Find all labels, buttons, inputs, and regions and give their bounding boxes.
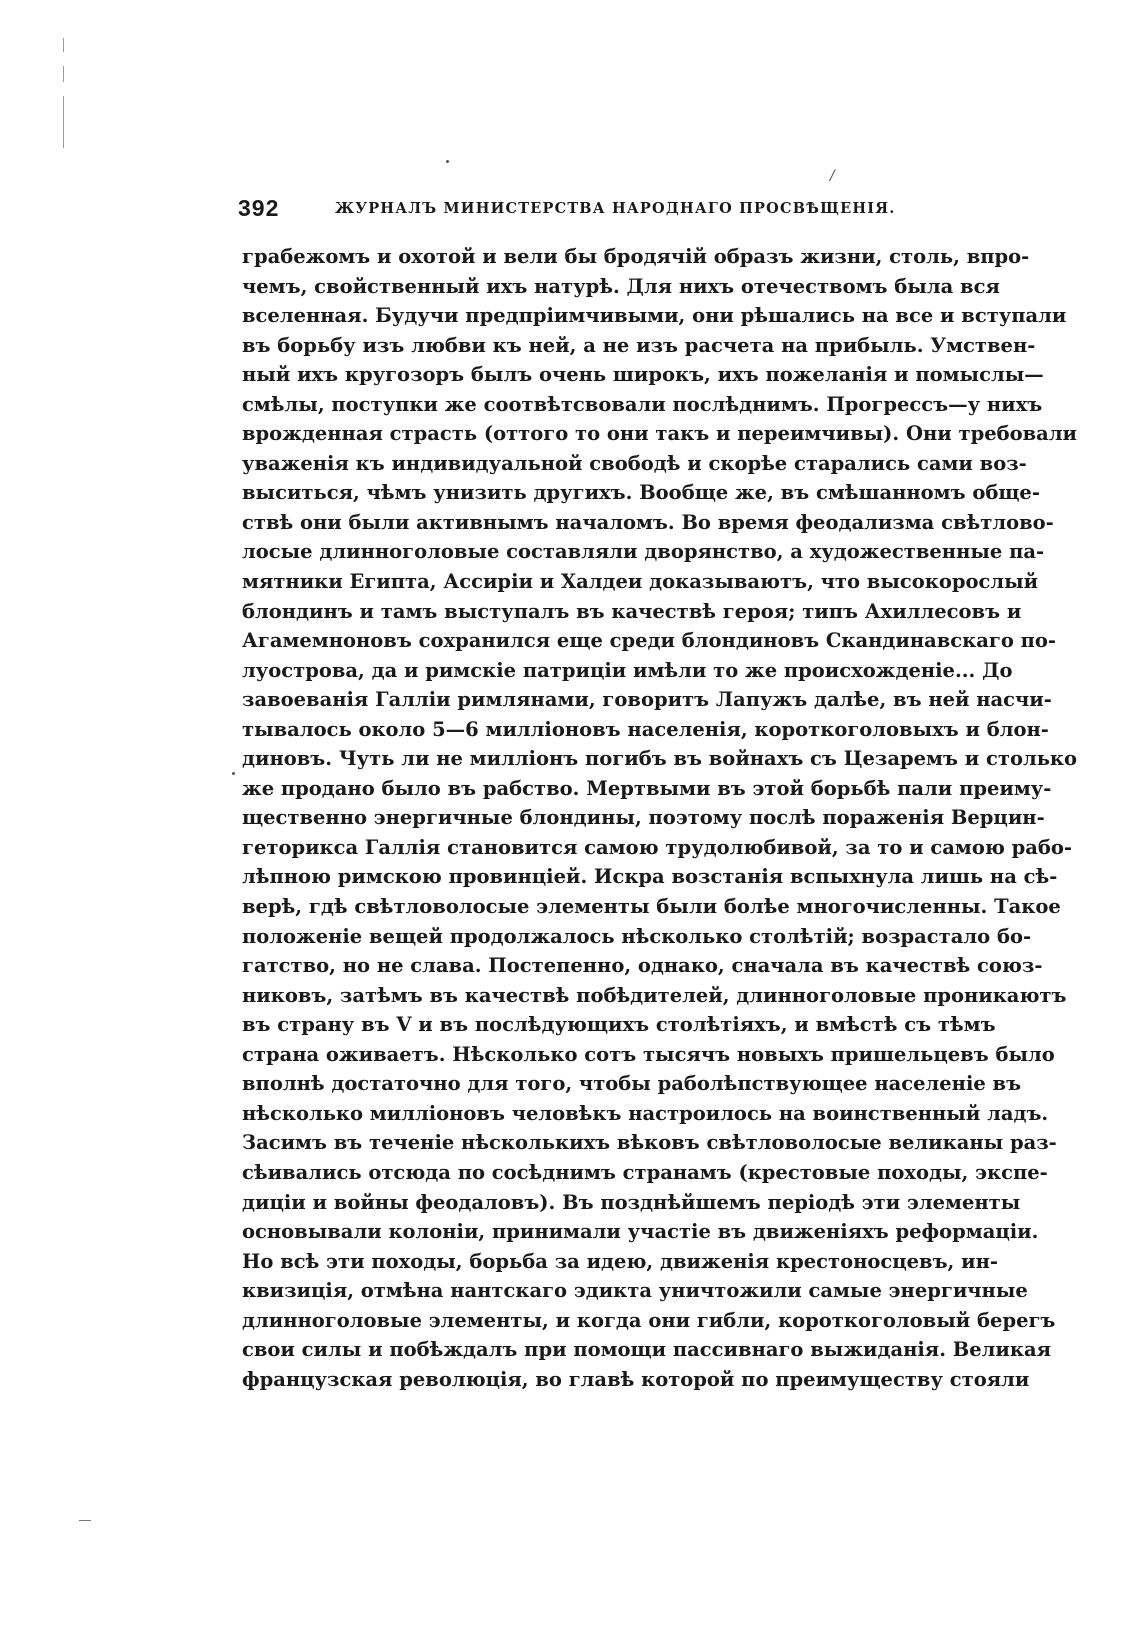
text-line: лѣпною римскою провинціей. Искра возстанія вспыхнула лишь на сѣ- [242,865,1058,889]
text-line: ствѣ они были активнымъ началомъ. Во время феодализма свѣтлово- [242,510,1054,534]
text-line: завоеванія Галліи римлянами, говоритъ Лапужъ далѣе, въ ней насчи- [242,688,1052,712]
scan-speck [446,160,449,163]
text-line: вполнѣ достаточно для того, чтобы раболѣпствующее населеніе въ [242,1072,1022,1096]
text-line: щественно энергичные блондины, поэтому послѣ пораженія Верцин- [242,806,1045,830]
page-number: 392 [238,195,280,221]
running-head: ЖУРНАЛЪ МИНИСТЕРСТВА НАРОДНАГО ПРОСВѢЩЕНІЯ. [335,200,896,217]
text-line: французская революція, во главѣ которой по преимуществу стояли [242,1367,1030,1391]
text-line: вселенная. Будучи предпріимчивыми, они рѣшались на все и вступали [242,304,1067,328]
text-line: длинноголовые элементы, и когда они гибли, короткоголовый берегъ [242,1308,1056,1332]
text-line: нѣсколько милліоновъ человѣкъ настроилось на воинственный ладъ. [242,1101,1049,1125]
text-line: же продано было въ рабство. Мертвыми въ этой борьбѣ пали преиму- [242,776,1052,800]
text-line: верѣ, гдѣ свѣтловолосые элементы были болѣе многочисленны. Такое [242,895,1061,919]
text-line: врожденная страсть (оттого то они такъ и переимчивы). Они требовали [242,422,1078,446]
text-line: диновъ. Чуть ли не милліонъ погибъ въ войнахъ съ Цезаремъ и столько [242,747,1078,771]
text-line: сѣивались отсюда по сосѣднимъ странамъ (крестовые походы, экспе- [242,1160,1048,1184]
scan-speck [232,772,235,775]
text-line: луострова, да и римскіе патриціи имѣли то же происхожденіе... До [242,658,1013,682]
text-line: грабежомъ и охотой и вели бы бродячій образъ жизни, столь, впро- [242,245,1030,268]
text-line: смѣлы, поступки же соотвѣтсвовали послѣднимъ. Прогрессъ—у нихъ [242,392,1043,416]
text-line: тывалось около 5—6 милліоновъ населенія, короткоголовыхъ и блон- [242,717,1049,741]
text-line: свои силы и побѣждалъ при помощи пассивнаго выжиданія. Великая [242,1338,1051,1362]
scan-margin-line [63,38,64,52]
text-line: диціи и войны феодаловъ). Въ позднѣйшемъ періодѣ эти элементы [242,1190,1021,1214]
text-line: въ страну въ V и въ послѣдующихъ столѣтіяхъ, и вмѣстѣ съ тѣмъ [242,1013,996,1037]
text-line: блондинъ и тамъ выступалъ въ качествѣ героя; типъ Ахиллесовъ и [242,599,1022,623]
text-line: въ борьбу изъ любви къ ней, а не изъ расчета на прибыль. Умствен- [242,333,1036,357]
text-line: основывали колоніи, принимали участіе въ движеніяхъ реформаціи. [242,1220,1039,1244]
scan-margin-tick [79,1520,91,1521]
text-line: лосые длинноголовые составляли дворянство, а художественные па- [242,540,1045,564]
text-line: Но всѣ эти походы, борьба за идею, движенія крестоносцевъ, ин- [242,1249,998,1273]
text-line: выситься, чѣмъ унизить другихъ. Вообще же, въ смѣшанномъ обще- [242,481,1040,505]
text-line: уваженія къ индивидуальной свободѣ и скорѣе старались сами воз- [242,451,1027,475]
text-line: положеніе вещей продолжалось нѣсколько столѣтій; возрастало бо- [242,924,1032,948]
scan-stroke: / [830,168,835,184]
text-line: страна оживаетъ. Нѣсколько сотъ тысячъ новыхъ пришельцевъ было [242,1042,1055,1066]
page-header [238,195,896,225]
text-line: гатство, но не слава. Постепенно, однако, сначала въ качествѣ союз- [242,954,1043,978]
text-line: мятники Египта, Ассиріи и Халдеи доказываютъ, что высокорослый [242,570,1039,594]
text-line: чемъ, свойственный ихъ натурѣ. Для нихъ отечествомъ была вся [242,274,1000,298]
text-line: Агамемноновъ сохранился еще среди блондиновъ Скандинавскаго по- [242,629,1057,653]
text-line: Засимъ въ теченіе нѣсколькихъ вѣковъ свѣтловолосые великаны раз- [242,1131,1057,1155]
text-line: никовъ, затѣмъ въ качествѣ побѣдителей, длинноголовые проникаютъ [242,983,1067,1007]
scan-margin-line [63,66,64,82]
text-line: квизиція, отмѣна нантскаго эдикта уничтожили самые энергичные [242,1279,1028,1303]
body-text [242,242,1078,1394]
scan-margin-line [63,96,64,148]
text-line: ный ихъ кругозоръ былъ очень широкъ, ихъ пожеланія и помыслы— [242,363,1044,387]
text-line: геторикса Галлія становится самою трудолюбивой, за то и самою рабо- [242,835,1073,859]
